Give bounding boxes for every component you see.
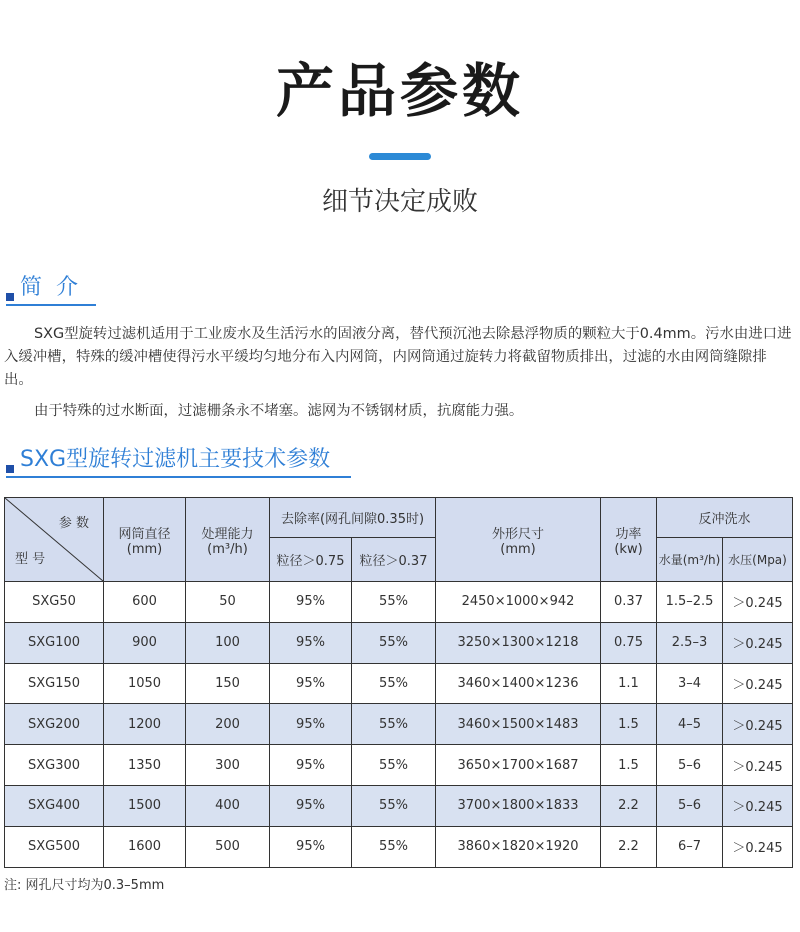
header-dimensions [436,498,601,582]
cell-power: 2.2 [601,785,657,826]
table-corner-cell [5,498,104,582]
cell-dims: 3250×1300×1218 [436,622,601,663]
cell-r1: 95% [270,704,352,745]
header-removal-b: 粒径＞0.37 [352,538,436,582]
cell-flow: 5–6 [657,785,723,826]
cell-flow: 5–6 [657,745,723,786]
cell-pressure: ＞0.245 [723,826,793,867]
cell-diameter: 1200 [104,704,186,745]
cell-power: 1.5 [601,704,657,745]
cell-r2: 55% [352,826,436,867]
intro-heading [6,268,96,306]
header-diameter-unit: (mm) [126,541,163,557]
cell-capacity: 200 [186,704,270,745]
header-diameter [104,498,186,582]
table-row [5,622,793,663]
cell-r2: 55% [352,745,436,786]
cell-capacity: 150 [186,663,270,704]
corner-diagonal-line [5,498,103,581]
params-heading-label: SXG型旋转过滤机主要技术参数 [20,447,331,472]
cell-r2: 55% [352,704,436,745]
cell-dims: 3700×1800×1833 [436,785,601,826]
header-power-label: 功率 [615,526,642,542]
cell-r1: 95% [270,785,352,826]
cell-pressure: ＞0.245 [723,582,793,623]
cell-r1: 95% [270,663,352,704]
cell-diameter: 600 [104,582,186,623]
cell-flow: 3–4 [657,663,723,704]
corner-param-label: 参 数 [58,516,89,531]
header-dimensions-label: 外形尺寸 [491,526,544,542]
cell-model: SXG150 [5,663,104,704]
cell-flow: 6–7 [657,826,723,867]
cell-r1: 95% [270,826,352,867]
cell-diameter: 1050 [104,663,186,704]
heading-square-icon [6,293,14,301]
cell-dims: 3650×1700×1687 [436,745,601,786]
cell-dims: 3860×1820×1920 [436,826,601,867]
header-capacity-label: 处理能力 [201,526,254,542]
cell-diameter: 1500 [104,785,186,826]
cell-diameter: 900 [104,622,186,663]
cell-r1: 95% [270,582,352,623]
cell-model: SXG300 [5,745,104,786]
table-row [5,704,793,745]
table-row [5,582,793,623]
cell-model: SXG400 [5,785,104,826]
params-heading [6,440,351,478]
cell-flow: 4–5 [657,704,723,745]
header-capacity [186,498,270,582]
corner-model-label: 型 号 [15,552,46,567]
cell-pressure: ＞0.245 [723,622,793,663]
cell-pressure: ＞0.245 [723,745,793,786]
header-diameter-label: 网筒直径 [118,526,171,542]
cell-dims: 2450×1000×942 [436,582,601,623]
cell-r1: 95% [270,745,352,786]
cell-capacity: 50 [186,582,270,623]
header-power [601,498,657,582]
cell-diameter: 1350 [104,745,186,786]
header-power-unit: (kw) [614,541,643,557]
table-row [5,785,793,826]
cell-power: 1.1 [601,663,657,704]
page-title: 产品参数 [275,57,524,125]
intro-paragraph-1: SXG型旋转过滤机适用于工业废水及生活污水的固液分离，替代预沉池去除悬浮物质的颗粒大于0.4mm。污水由进口进入缓冲槽，特殊的缓冲槽使得污水平缓均匀地分布入内网筒，内网筒通过旋转力将截留物质排出，过滤的水由网筒缝隙排出。 [4,326,792,388]
header-backwash: 反冲洗水 [657,498,793,538]
header-dimensions-unit: (mm) [500,541,536,557]
cell-flow: 1.5–2.5 [657,582,723,623]
cell-power: 1.5 [601,745,657,786]
table-footnote: 注: 网孔尺寸均为0.3–5mm [4,878,165,893]
page-subtitle: 细节决定成败 [321,187,478,217]
cell-r2: 55% [352,663,436,704]
table-row [5,745,793,786]
cell-r1: 95% [270,622,352,663]
cell-r2: 55% [352,582,436,623]
table-row [5,663,793,704]
cell-capacity: 100 [186,622,270,663]
cell-pressure: ＞0.245 [723,785,793,826]
header-capacity-unit: (m³/h) [207,541,248,557]
cell-model: SXG500 [5,826,104,867]
cell-pressure: ＞0.245 [723,704,793,745]
cell-power: 2.2 [601,826,657,867]
cell-power: 0.37 [601,582,657,623]
cell-dims: 3460×1500×1483 [436,704,601,745]
intro-paragraph-2: 由于特殊的过水断面，过滤栅条永不堵塞。滤网为不锈钢材质，抗腐能力强。 [34,403,524,419]
cell-model: SXG100 [5,622,104,663]
cell-capacity: 400 [186,785,270,826]
heading-square-icon [6,465,14,473]
cell-model: SXG200 [5,704,104,745]
header-backwash-pressure: 水压(Mpa) [723,538,793,582]
cell-diameter: 1600 [104,826,186,867]
spec-table [4,497,793,868]
cell-capacity: 500 [186,826,270,867]
title-accent-bar [369,153,431,160]
cell-flow: 2.5–3 [657,622,723,663]
cell-dims: 3460×1400×1236 [436,663,601,704]
cell-r2: 55% [352,785,436,826]
header-backwash-flow: 水量(m³/h) [657,538,723,582]
cell-pressure: ＞0.245 [723,663,793,704]
header-removal: 去除率(网孔间隙0.35时) [270,498,436,538]
cell-capacity: 300 [186,745,270,786]
cell-model: SXG50 [5,582,104,623]
intro-heading-label: 简介 [20,275,93,300]
cell-r2: 55% [352,622,436,663]
header-removal-a: 粒径＞0.75 [270,538,352,582]
table-row [5,826,793,867]
cell-power: 0.75 [601,622,657,663]
